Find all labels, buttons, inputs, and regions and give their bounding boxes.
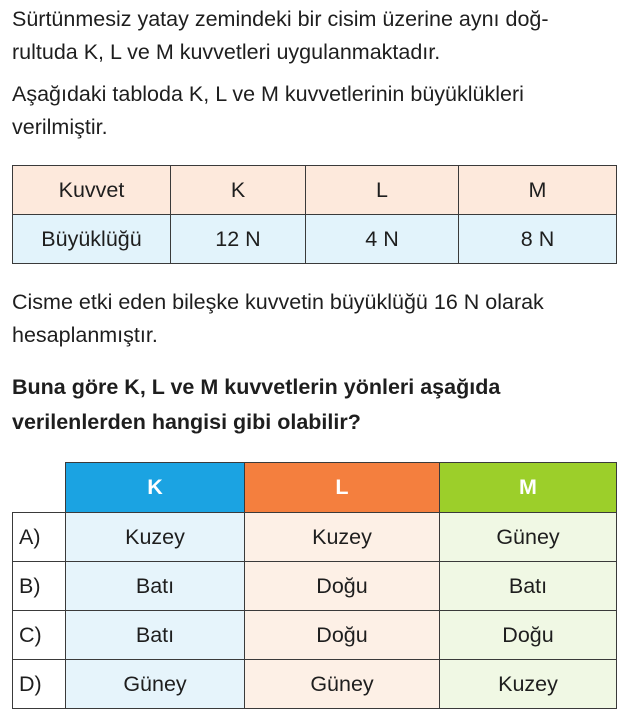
force-table-header-label: Kuvvet <box>13 166 171 215</box>
options-table-corner <box>13 463 66 513</box>
force-k-magnitude: 12 N <box>171 215 306 264</box>
table-intro-line-2: verilmiştir. <box>12 115 108 139</box>
option-letter: A) <box>13 513 66 562</box>
resultant-paragraph <box>12 286 616 352</box>
option-l-direction: Güney <box>245 660 440 709</box>
force-table-header-l: L <box>306 166 459 215</box>
options-header-m: M <box>440 463 617 513</box>
resultant-line-2: hesaplanmıştır. <box>12 323 158 347</box>
option-m-direction: Kuzey <box>440 660 617 709</box>
question-text <box>12 370 616 440</box>
resultant-line-1: Cisme etki eden bileşke kuvvetin büyüklüğü 16 N olarak <box>12 290 544 314</box>
option-k-direction: Batı <box>66 562 245 611</box>
force-table-row-label: Büyüklüğü <box>13 215 171 264</box>
option-k-direction: Kuzey <box>66 513 245 562</box>
intro-line-1: Sürtünmesiz yatay zemindeki bir cisim üzerine aynı doğ- <box>12 7 549 31</box>
force-table-header-m: M <box>459 166 617 215</box>
options-table-header-row <box>13 463 617 513</box>
option-letter: C) <box>13 611 66 660</box>
option-row-a[interactable] <box>13 513 617 562</box>
intro-line-2: rultuda K, L ve M kuvvetleri uygulanmaktadır. <box>12 40 441 64</box>
option-l-direction: Doğu <box>245 562 440 611</box>
option-row-d[interactable] <box>13 660 617 709</box>
intro-paragraph <box>12 3 616 69</box>
force-table-value-row <box>13 215 617 264</box>
table-intro-line-1: Aşağıdaki tabloda K, L ve M kuvvetlerinin büyüklükleri <box>12 82 524 106</box>
option-l-direction: Kuzey <box>245 513 440 562</box>
force-table-header-row <box>13 166 617 215</box>
force-magnitude-table <box>12 165 617 264</box>
options-header-l: L <box>245 463 440 513</box>
option-letter: B) <box>13 562 66 611</box>
option-letter: D) <box>13 660 66 709</box>
option-k-direction: Güney <box>66 660 245 709</box>
force-table-header-k: K <box>171 166 306 215</box>
table-intro-paragraph <box>12 78 616 144</box>
option-row-b[interactable] <box>13 562 617 611</box>
force-m-magnitude: 8 N <box>459 215 617 264</box>
force-l-magnitude: 4 N <box>306 215 459 264</box>
question-line-1: Buna göre K, L ve M kuvvetlerin yönleri aşağıda <box>12 375 501 399</box>
question-line-2: verilenlerden hangisi gibi olabilir? <box>12 410 361 434</box>
options-header-k: K <box>66 463 245 513</box>
option-k-direction: Batı <box>66 611 245 660</box>
option-l-direction: Doğu <box>245 611 440 660</box>
option-m-direction: Batı <box>440 562 617 611</box>
option-m-direction: Güney <box>440 513 617 562</box>
options-table <box>12 462 617 709</box>
option-row-c[interactable] <box>13 611 617 660</box>
option-m-direction: Doğu <box>440 611 617 660</box>
